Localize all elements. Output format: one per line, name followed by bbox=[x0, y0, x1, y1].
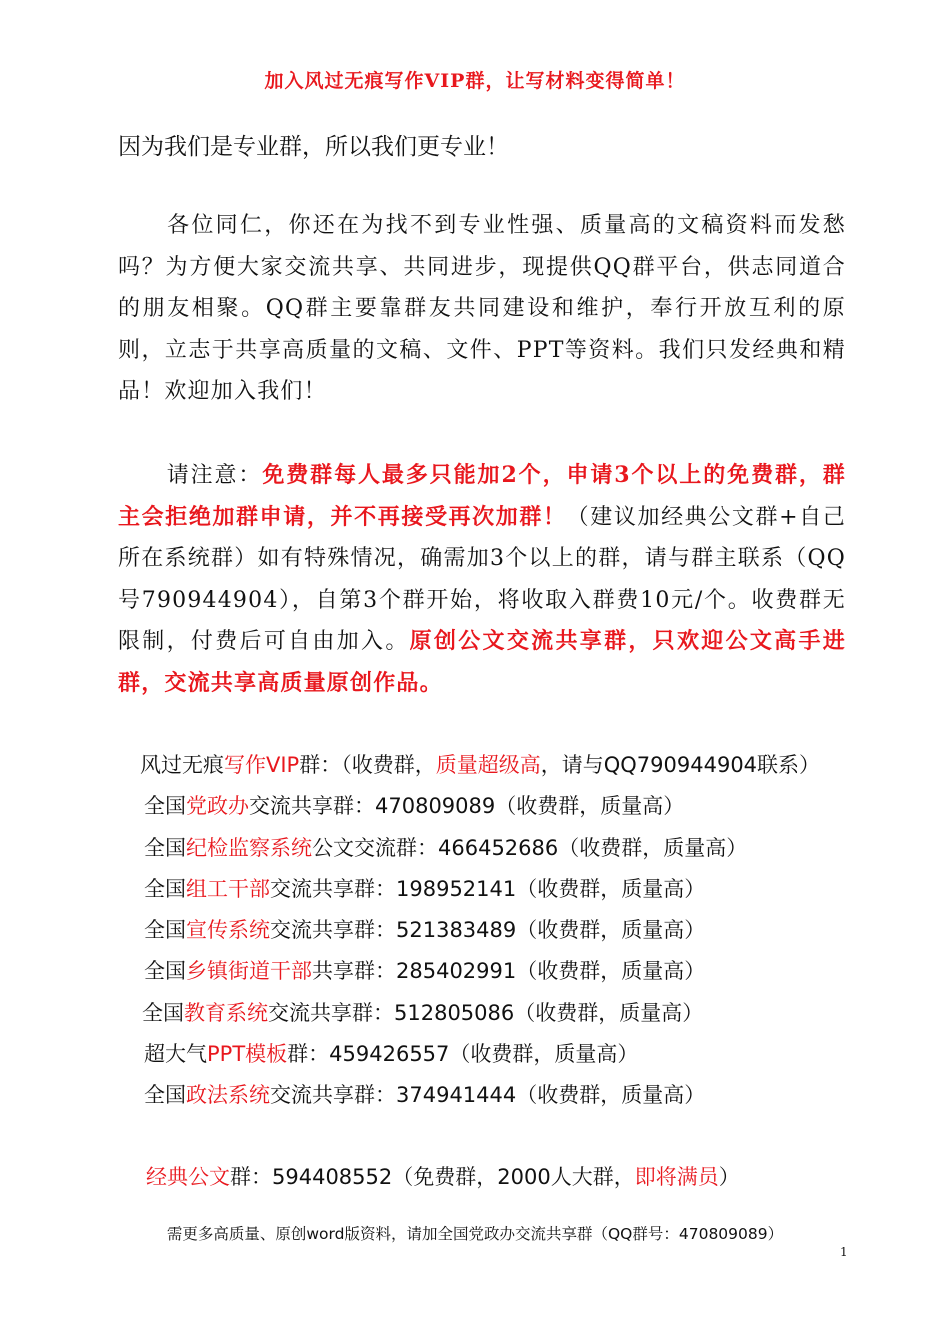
list-item: 全国教育系统交流共享群：512805086（收费群，质量高） bbox=[142, 1000, 704, 1025]
list-item: 全国组工干部交流共享群：198952141（收费群，质量高） bbox=[144, 876, 706, 901]
list-item: 全国宣传系统交流共享群：521383489（收费群，质量高） bbox=[144, 918, 706, 943]
list-item: 全国乡镇街道干部共享群：285402991（收费群，质量高） bbox=[144, 959, 706, 984]
list-item: 风过无痕写作VIP群：（收费群，质量超级高，请与QQ790944904联系） bbox=[140, 753, 821, 777]
intro-paragraph bbox=[118, 205, 846, 413]
list-item: 全国党政办交流共享群：470809089（收费群，质量高） bbox=[144, 794, 685, 819]
notice-warning: 免费群每人最多只能加2个，申请3个以上的免费群，群主会拒绝加群申请，并不再接受再次加群！ bbox=[118, 462, 846, 530]
notice-body: （建议加经典公文群+自己所在系统群）如有特殊情况，确需加3个以上的群，请与群主联系（QQ号790944904），自第3个群开始，将收取入群费10元/个。收费群无限制，付费后可自由加入。 bbox=[118, 504, 846, 654]
page-title: 因为我们是专业群，所以我们更专业！ bbox=[118, 134, 509, 160]
notice-lead: 请注意： bbox=[166, 463, 263, 488]
notice-original: 原创公文交流共享群，只欢迎公文高手进群，交流共享高质量原创作品。 bbox=[118, 628, 846, 696]
page-footer: 需更多高质量、原创word版资料，请加全国党政办交流共享群（QQ群号：470809089） bbox=[166, 1225, 784, 1243]
list-item: 全国政法系统交流共享群：374941444（收费群，质量高） bbox=[144, 1083, 706, 1108]
group-list bbox=[140, 745, 860, 1117]
header-banner: 加入风过无痕写作VIP群，让写材料变得简单！ bbox=[264, 70, 686, 92]
intro-text: 各位同仁，你还在为找不到专业性强、质量高的文稿资料而发愁吗？为方便大家交流共享、共同进步，现提供QQ群平台，供志同道合的朋友相聚。QQ群主要靠群友共同建设和维护，奉行开放互利的原则，立志于共享高质量的文稿、文件、PPT等资料。我们只发经典和精品！欢迎加入我们！ bbox=[118, 213, 846, 404]
page-number: 1 bbox=[840, 1245, 848, 1259]
list-item: 超大气PPT模板群：459426557（收费群，质量高） bbox=[144, 1042, 639, 1067]
notice-paragraph bbox=[118, 455, 846, 704]
list-item: 全国纪检监察系统公文交流群：466452686（收费群，质量高） bbox=[144, 835, 748, 860]
free-group-line: 经典公文群：594408552（免费群，2000人大群，即将满员） bbox=[146, 1165, 740, 1189]
